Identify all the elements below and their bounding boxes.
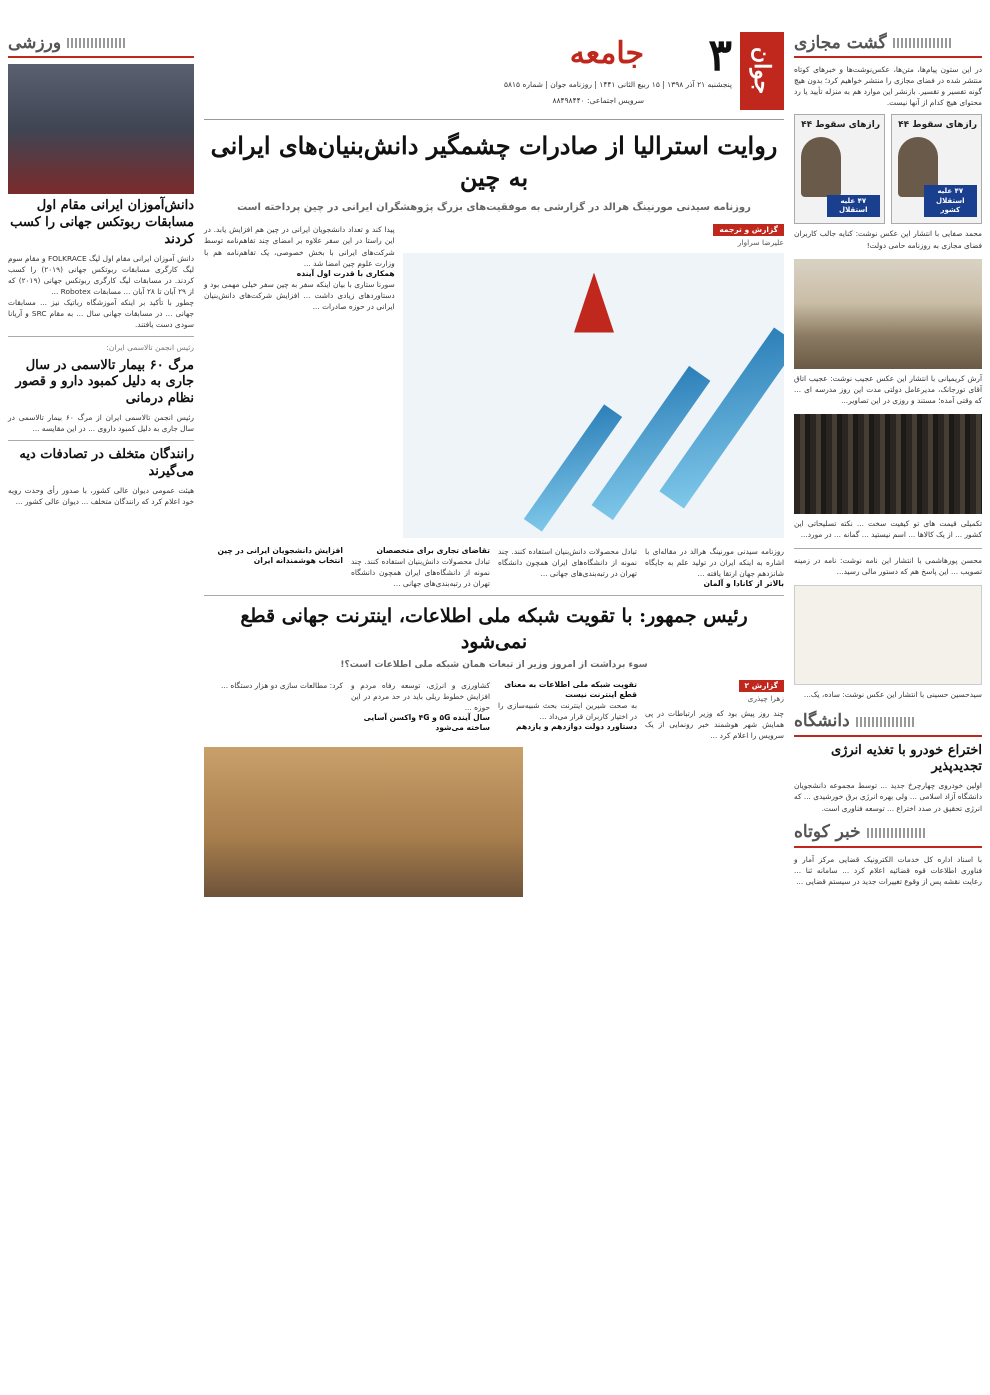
masthead — [204, 30, 784, 120]
crowd-photo — [794, 414, 982, 514]
caption: سیدحسین حسینی با انتشار این عکس نوشت: ساده، یک... — [803, 690, 982, 700]
second-headline: رئیس جمهور: با تقویت شبکه ملی اطلاعات، اینترنت جهانی قطع نمی‌شود — [240, 605, 748, 653]
second-subtitle: سوء برداشت از امروز وزیر از تبعات همان شبکه ملی اطلاعات است؟! — [340, 660, 648, 671]
growth-illustration — [403, 253, 784, 538]
center-column — [204, 30, 784, 1385]
caption: تکمیلی قیمت های تو کیفیت سخت ... نکته تسلیحاتی این کشور ... از یک کالاها ... اسم نیستید ... گمانه ... در مورد... — [794, 518, 982, 540]
students-photo — [8, 64, 194, 194]
office-photo — [794, 259, 982, 369]
article-headline: مرگ ۶۰ بیمار تالاسمی در سال جاری به دلیل کمبود دارو و قصور نظام درمانی — [15, 357, 194, 407]
article-headline: دانش‌آموزان ایرانی مقام اول مسابقات ربوتکس جهانی را کسب کردند — [10, 198, 194, 247]
section-header-virtual — [794, 30, 982, 58]
right-column — [794, 30, 982, 1385]
lead-story-columns: روزنامه سیدنی مورنینگ هرالد در مقاله‌ای با اشاره به اینکه ایران در تولید علم به جایگاه شانزدهم جهان ارتقا یافته ... بالاتر از کانادا و آلمان تبادل محصولات دانش‌بنیان استفاده کنند. چند نمونه از دانشگاه‌های ایران همچون دانشگاه تهران در رتبه‌بندی‌های جهانی ... تقاضای تجاری برای متخصصان تبادل محصولات دانش‌بنیان استفاده کنند. چند نمونه از دانشگاه‌های ایران همچون دانشگاه تهران در رتبه‌بندی‌های جهانی ... افزایش دانشجویان ایرانی در چین انتخاب هوشمندانه ایران — [217, 545, 784, 588]
president-photo — [204, 747, 523, 897]
lead-subtitle: روزنامه سیدنی مورنینگ هرالد در گزارشی به موفقیت‌های بزرگ پژوهشگران ایرانی در چین پرداخته است — [237, 201, 751, 213]
article-body: با اسناد اداره کل خدمات الکترونیک قضایی مرکز آمار و فناوری اطلاعات قوه قضائیه اعلام کرد ... سامانه ثنا ... رعایت نقشه پس از وقوع تغییرات جدید در سیستم قضایی ... — [794, 854, 982, 886]
newspaper-images — [794, 114, 982, 224]
header-stripe — [893, 38, 953, 48]
second-story: گزارش ۲ زهرا چیذری چند روز پیش بود که وزیر ارتباطات در پی همایش شهر هوشمند خبر رونمایی از یک سرویس را اعلام کرد ... تقویت شبکه ملی اطلاعات به معنای قطع اینترنت نیست به صحت شیرین اینترنت بحث شبیه‌سازی را در اختیار کاربران قرار می‌داد ... دستاورد دولت دوازدهم و یازدهم کشاورزی و انرژی، توسعه رفاه مردم و افزایش خطوط ریلی باید در حد مردم در این حوزه ... سال آینده ۵G و ۴G واکسن آسایی ساخته می‌شود کرد: مطالعات سازی دو هزار دستگاه ... — [221, 679, 784, 740]
caption: آرش کریمیانی با انتشار این عکس عجیب نوشت: عجیب اتاق آقای تورجانک، مدیرعامل دولتی مدت این روز مدرسه ای ... که وقتی آمده؛ مستند و روزی در این تصاویر... — [794, 373, 982, 405]
caption: محسن پورهاشمی با انتشار این نامه نوشت: نامه در زمینه تصویب ... این پاسخ هم که دستور مالی رسید... — [794, 556, 982, 577]
page-number: ۳ — [708, 30, 732, 81]
section-header-short-news: خبر کوتاه — [794, 820, 982, 848]
section-title: جامعه — [569, 36, 644, 71]
report-tag: گزارش ۲ — [739, 680, 784, 692]
issue-meta: پنجشنبه ۲۱ آذر ۱۳۹۸ | ۱۵ ربیع الثانی ۱۴۴۱ | روزنامه جوان | شماره ۵۸۱۵ — [503, 80, 732, 89]
left-column: ورزشی دانش‌آموزان ایرانی مقام اول مسابقات ربوتکس جهانی را کسب کردند دانش آموزان ایرانی مقام اول لیگ FOLKRACE و مقام سوم لیگ کارگری مسابقات ربوتکس جهانی (۲۰۱۹) را کسب کردند. در مسابقات لیگ کارگری ربوتکس جهانی (۲۰۱۹) که از ۲۹ آبان تا ۲۸ آبان ... مسابقات Robotex ... چطور با تأکید بر اینکه آموزشگاه رباتیک نیز ... مسابقات جهانی ... در مسابقات جهانی سال ... به مقام SRC و آریانا سودی دست یافتند. رئیس انجمن تالاسمی ایران: مرگ ۶۰ بیمار تالاسمی در سال جاری به دلیل کمبود دارو و قصور نظام درمانی رئیس انجمن تالاسمی ایران از مرگ ۶۰ بیمار تالاسمی در سال جاری به دلیل کمبود داروی ... در این مقایسه ... رانندگان متخلف در تصادفات دیه می‌گیرند هیئت عمومی دیوان عالی کشور، با صدور رأی وحدت رویه خود اعلام کرد که رانندگان متخلف ... دیوان عالی کشور ... — [8, 30, 194, 1385]
report-tag: گزارش و ترجمه — [713, 224, 784, 236]
newspaper-logo: جوان — [740, 32, 784, 110]
section-title: گشت مجازی — [794, 32, 887, 53]
section-header-sports: ورزشی — [8, 30, 194, 58]
article-body: اولین خودروی چهارچرخ جدید ... توسط مجموعه دانشجویان دانشگاه آزاد اسلامی ... ولی بهره انرژی برق خورشیدی ... که انرژی تحقیق در صدد اختراع ... توسعه فناوری است. — [794, 781, 982, 813]
intro-text: در این ستون پیام‌ها، متن‌ها، عکس‌نوشت‌ها و خبرهای کوتاه منتشر شده در فضای مجازی را منتشر خواهیم کرد؛ بدون هیچ گونه تفسیر و تقسیر. بازنشر این موارد هم به منزله تأیید یا رد محتوای هیچ کدام از آنها نیست. — [794, 65, 982, 108]
lead-story: گزارش و ترجمه علیرضا سراوار پیدا کند و تعداد دانشجویان ایرانی در چین هم افزایش یابد. در این راستا در این سفر علاوه بر امضای چند تفاهم‌نامه توسط شرکت‌های ایرانی با بخش خصوصی، یک تفاهم‌نامه هم با وزارت علوم چین امضا شد ... همکاری با قدرت اول آینده سورنا ستاری با بیان اینکه سفر به چین سفر خیلی مهمی بود و دستاوردهای زیادی داشت ... افزایش شرکت‌های دانش‌بنیان ایرانی در حوزه صادرات ... — [204, 224, 784, 537]
letter-photo — [794, 585, 982, 685]
superhero-figure — [574, 273, 614, 333]
newspaper-image: رازهای سقوط ۴۴ ۴۷ علیه استقلال کشور — [891, 114, 982, 224]
lead-headline: روایت استرالیا از صادرات چشمگیر دانش‌بنیان‌های ایرانی به چین — [210, 131, 778, 193]
section-header-university: دانشگاه — [794, 709, 982, 737]
caption: محمد صفایی با انتشار این عکس نوشت: کنایه جالب کاربران فضای مجازی به روزنامه حامی دولت! — [794, 229, 982, 250]
byline: علیرضا سراوار — [737, 238, 784, 248]
article-headline: رانندگان متخلف در تصادفات دیه می‌گیرند — [19, 447, 194, 480]
phone: سرویس اجتماعی: ۸۸۴۹۸۴۴۰ — [552, 96, 644, 105]
newspaper-image: رازهای سقوط ۴۴ ۴۷ علیه استقلال — [794, 114, 885, 224]
article-headline: اختراع خودرو با تغذیه انرژی تجدیدپذیر — [830, 742, 982, 775]
